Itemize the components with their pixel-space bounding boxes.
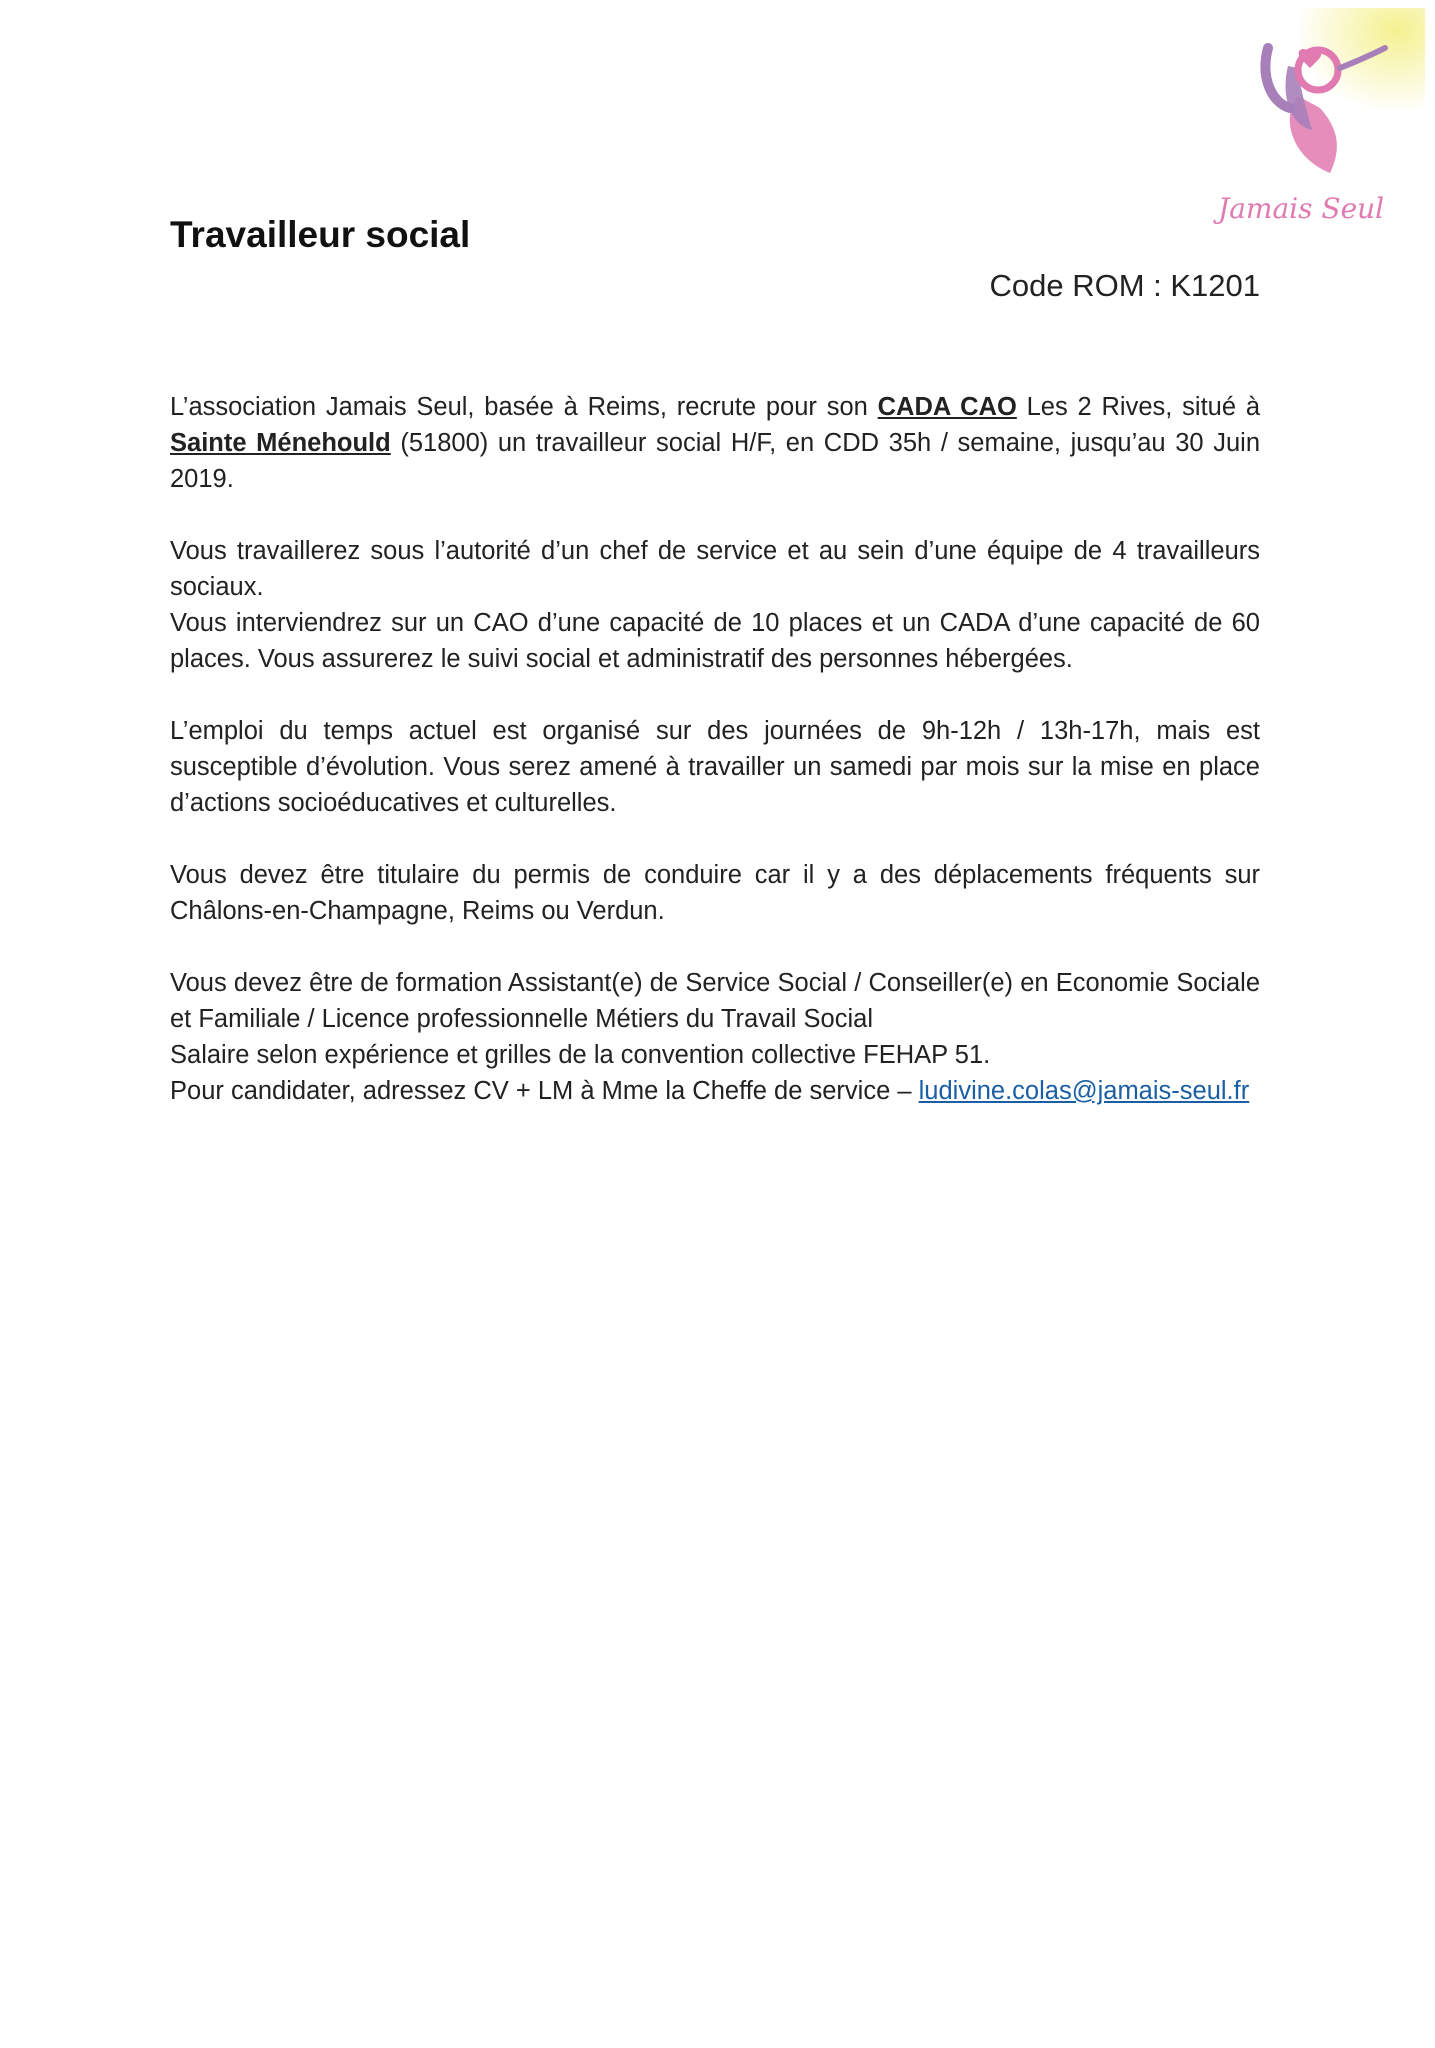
paragraph-license: Vous devez être titulaire du permis de conduire car il y a des déplacements fréquents sur Châlons-en-Champagne, Reims ou Verdun. [170,861,1260,925]
paragraph-intro [170,389,1260,497]
paragraph-training [170,965,1260,1109]
training-line: Vous devez être de formation Assistant(e) de Service Social / Conseiller(e) en Economie Sociale et Familiale / Licence professionnelle Métiers du Travail Social [170,969,1260,1033]
paragraph-schedule: L’emploi du temps actuel est organisé sur des journées de 9h-12h / 13h-17h, mais est susceptible d’évolution. Vous serez amené à travailler un samedi par mois sur la mise en place d’actions socioéducatives et culturelles. [170,717,1260,817]
email-link[interactable]: ludivine.colas@jamais-seul.fr [918,1077,1250,1105]
page-title: Travailleur social [170,214,471,255]
city-label: Sainte Ménehould [170,429,391,457]
capacity-line: Vous interviendrez sur un CAO d’une capacité de 10 places et un CADA d’une capacité de 60 places. Vous assurerez le suivi social et administratif des personnes hébergées. [170,609,1260,673]
jamais-seul-logo [1180,8,1425,233]
apply-text: Pour candidater, adressez CV + LM à Mme la Cheffe de service – [170,1077,919,1105]
svg-text:Jamais Seul: Jamais Seul [1218,192,1385,225]
intro-text-1: L’association Jamais Seul, basée à Reims, recrute pour son [170,393,878,421]
salary-line: Salaire selon expérience et grilles de la convention collective FEHAP 51. [170,1041,991,1069]
intro-text-2: Les 2 Rives, situé à [1016,393,1260,421]
job-description [170,389,1260,1109]
team-line: Vous travaillerez sous l’autorité d’un chef de service et au sein d’une équipe de 4 travailleurs sociaux. [170,537,1260,601]
apply-line [170,1073,1260,1109]
paragraph-team [170,533,1260,677]
cada-cao-label: CADA CAO [877,393,1017,421]
code-rom: Code ROM : K1201 [989,268,1260,303]
intro-text-3: (51800) un travailleur social H/F, en CDD 35h / semaine, jusqu’au 30 Juin 2019. [170,429,1260,493]
